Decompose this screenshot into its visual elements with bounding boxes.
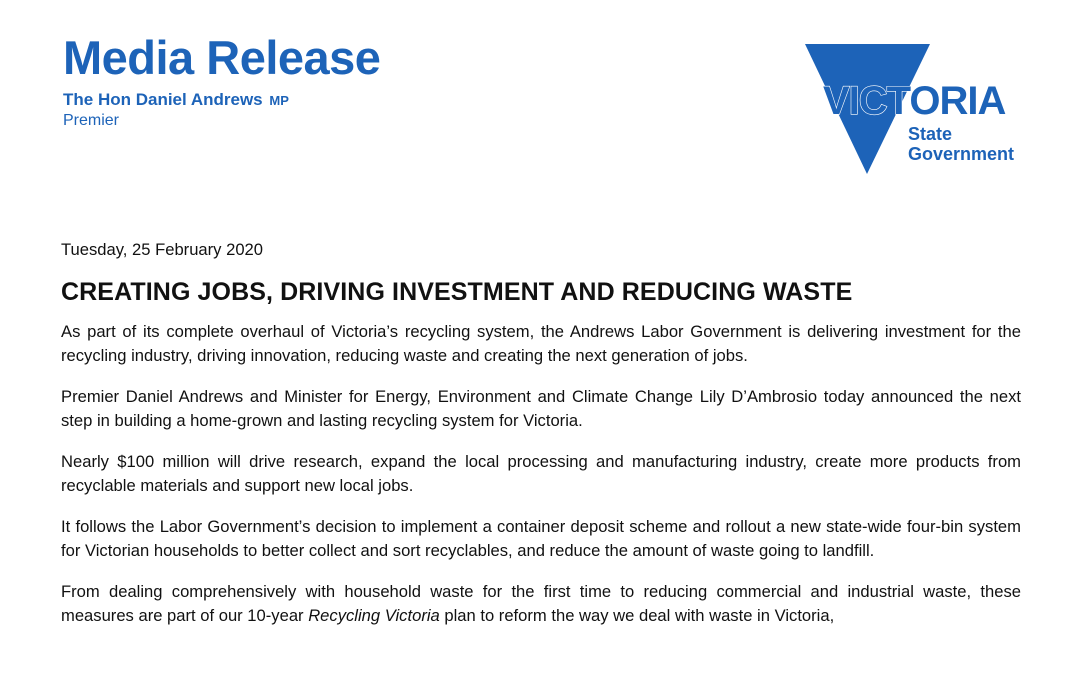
recycling-victoria-plan-name: Recycling Victoria (308, 606, 440, 625)
release-paragraph: It follows the Labor Government’s decision to implement a container deposit scheme and rollout a new state-wide four-bin system for Victorian households to better collect and sort recyclables, and reduce the amount of waste going to landfill. (61, 517, 1021, 560)
release-date: Tuesday, 25 February 2020 (61, 240, 264, 259)
release-body (61, 238, 1021, 645)
media-release-header (63, 32, 380, 131)
victoria-state-government-logo (805, 42, 1040, 182)
victoria-logo-word: VICTORIA (823, 79, 1006, 123)
victoria-logo-line1: State (908, 124, 953, 144)
release-paragraph: As part of its complete overhaul of Victoria’s recycling system, the Andrews Labor Government is delivering investment for the recycling industry, driving innovation, reducing waste and creating the next generation of jobs. (61, 322, 1021, 365)
media-release-title: Media Release (63, 31, 381, 84)
release-paragraph: Nearly $100 million will drive research, expand the local processing and manufacturing industry, create more products from recyclable materials and support new local jobs. (61, 452, 1021, 495)
release-paragraph: Premier Daniel Andrews and Minister for Energy, Environment and Climate Change Lily D’Ambrosio today announced the next step in building a home-grown and lasting recycling system for Victoria. (61, 387, 1021, 430)
minister-suffix: MP (269, 93, 289, 108)
minister-role: Premier (63, 112, 120, 129)
last-paragraph-after: plan to reform the way we deal with waste in Victoria, (439, 606, 835, 625)
release-paragraph-last (61, 580, 1021, 628)
victoria-logo-line2: Government (908, 144, 1015, 164)
last-paragraph-before: From dealing comprehensively with household waste for the first time to reducing commercial and industrial waste, these measures are part of our 10-year (61, 582, 1021, 625)
release-headline: CREATING JOBS, DRIVING INVESTMENT AND REDUCING WASTE (61, 278, 853, 306)
minister-name (63, 90, 380, 111)
minister-name-text: The Hon Daniel Andrews (63, 90, 263, 109)
